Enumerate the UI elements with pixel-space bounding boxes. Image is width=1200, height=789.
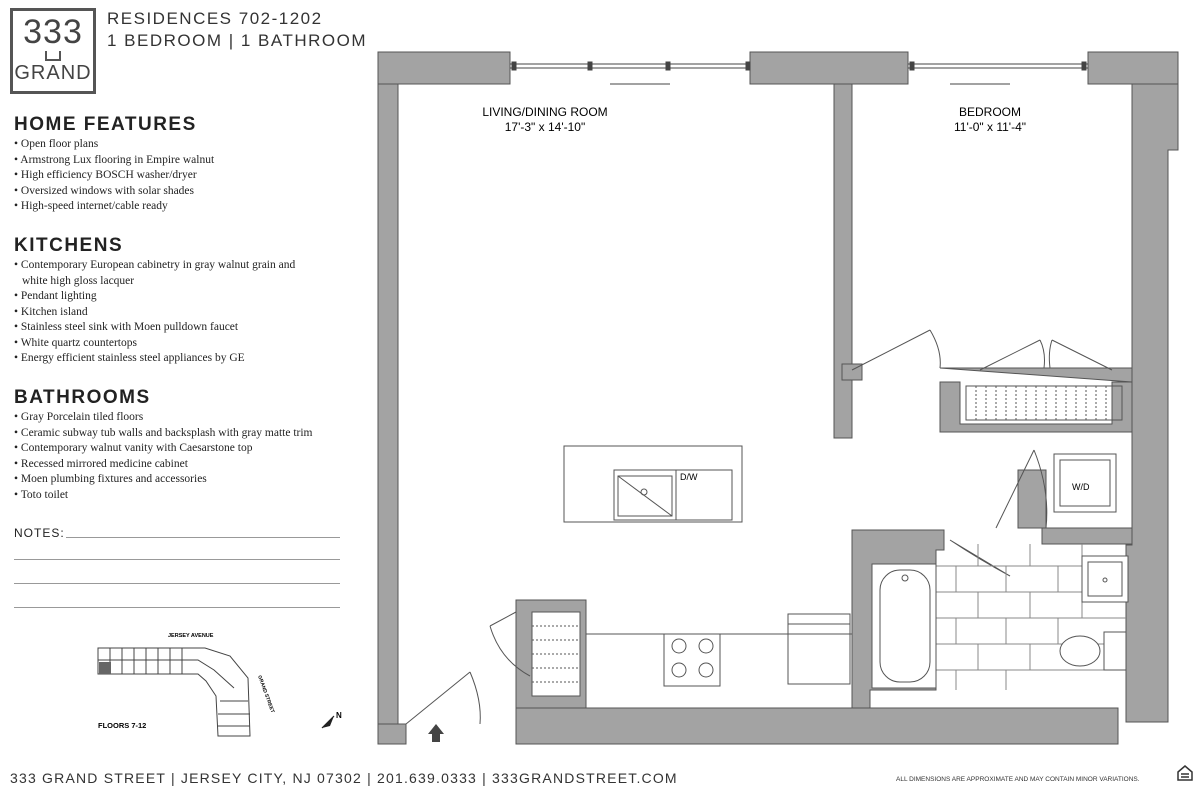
living-room-dims: 17'-3" x 14'-10" bbox=[504, 120, 586, 134]
unit-type: 1 BEDROOM | 1 BATHROOM bbox=[107, 31, 368, 50]
door-swings bbox=[406, 330, 1112, 724]
keyplan-street-right: GRAND STREET bbox=[256, 674, 276, 714]
vanity-sink bbox=[1082, 556, 1128, 602]
notes-label: NOTES: bbox=[14, 526, 65, 540]
list-item: • Ceramic subway tub walls and backsplash with gray matte trim bbox=[14, 426, 344, 442]
list-item: • White quartz countertops bbox=[14, 336, 319, 352]
logo-word: GRAND bbox=[14, 62, 92, 84]
home-features-list bbox=[14, 137, 344, 215]
bathrooms-list bbox=[14, 410, 344, 503]
bathtub bbox=[872, 564, 936, 688]
entry-closet bbox=[532, 612, 580, 696]
logo-mark-icon bbox=[45, 51, 61, 61]
toilet bbox=[1060, 632, 1126, 670]
note-line bbox=[14, 583, 340, 584]
brand-logo bbox=[10, 8, 96, 94]
entry-arrow-icon bbox=[428, 724, 444, 742]
list-item: • High efficiency BOSCH washer/dryer bbox=[14, 168, 344, 184]
keyplan-street-top: JERSEY AVENUE bbox=[168, 633, 214, 639]
north-label: N bbox=[336, 711, 342, 720]
bathrooms-title: BATHROOMS bbox=[14, 387, 151, 408]
list-item: • Kitchen island bbox=[14, 305, 319, 321]
bedroom-dims: 11'-0" x 11'-4" bbox=[953, 120, 1027, 134]
dishwasher-label: D/W bbox=[680, 472, 698, 482]
disclaimer: ALL DIMENSIONS ARE APPROXIMATE AND MAY CONTAIN MINOR VARIATIONS. bbox=[896, 776, 1140, 783]
bedroom-name: BEDROOM bbox=[958, 105, 1022, 119]
unit-header bbox=[107, 8, 367, 52]
list-item: • Stainless steel sink with Moen pulldown faucet bbox=[14, 320, 319, 336]
list-item: • Gray Porcelain tiled floors bbox=[14, 410, 344, 426]
keyplan-unit-highlight bbox=[99, 662, 111, 674]
kitchen-counter bbox=[586, 614, 852, 686]
list-item: • Energy efficient stainless steel appliances by GE bbox=[14, 351, 319, 367]
kitchen-island bbox=[564, 446, 742, 522]
floor-plan bbox=[370, 40, 1190, 750]
list-item: • High-speed internet/cable ready bbox=[14, 199, 344, 215]
list-item: • Toto toilet bbox=[14, 488, 344, 504]
list-item: • Armstrong Lux flooring in Empire walnut bbox=[14, 153, 344, 169]
living-room-name: LIVING/DINING ROOM bbox=[482, 105, 608, 119]
list-item: • Contemporary European cabinetry in gray walnut grain and white high gloss lacquer bbox=[14, 258, 319, 289]
equal-housing-icon bbox=[1176, 764, 1194, 782]
kitchens-title: KITCHENS bbox=[14, 235, 124, 256]
kitchens-list bbox=[14, 258, 319, 367]
home-features-title: HOME FEATURES bbox=[14, 114, 197, 135]
residences-title: RESIDENCES 702-1202 bbox=[107, 9, 323, 28]
closet-shelving bbox=[966, 386, 1122, 420]
footer-contact: 333 GRAND STREET | JERSEY CITY, NJ 07302 | 201.639.0333 | 333GRANDSTREET.COM bbox=[10, 770, 678, 786]
key-plan bbox=[90, 626, 350, 748]
note-line bbox=[14, 607, 340, 608]
list-item: • Pendant lighting bbox=[14, 289, 319, 305]
note-line bbox=[66, 537, 340, 538]
list-item: • Recessed mirrored medicine cabinet bbox=[14, 457, 344, 473]
list-item: • Oversized windows with solar shades bbox=[14, 184, 344, 200]
list-item: • Open floor plans bbox=[14, 137, 344, 153]
note-line bbox=[14, 559, 340, 560]
washer-dryer-label: W/D bbox=[1072, 482, 1090, 492]
logo-number: 333 bbox=[23, 13, 83, 51]
list-item: • Moen plumbing fixtures and accessories bbox=[14, 472, 344, 488]
keyplan-floors: FLOORS 7-12 bbox=[98, 721, 147, 730]
north-arrow-icon bbox=[322, 716, 334, 728]
list-item: • Contemporary walnut vanity with Caesarstone top bbox=[14, 441, 344, 457]
